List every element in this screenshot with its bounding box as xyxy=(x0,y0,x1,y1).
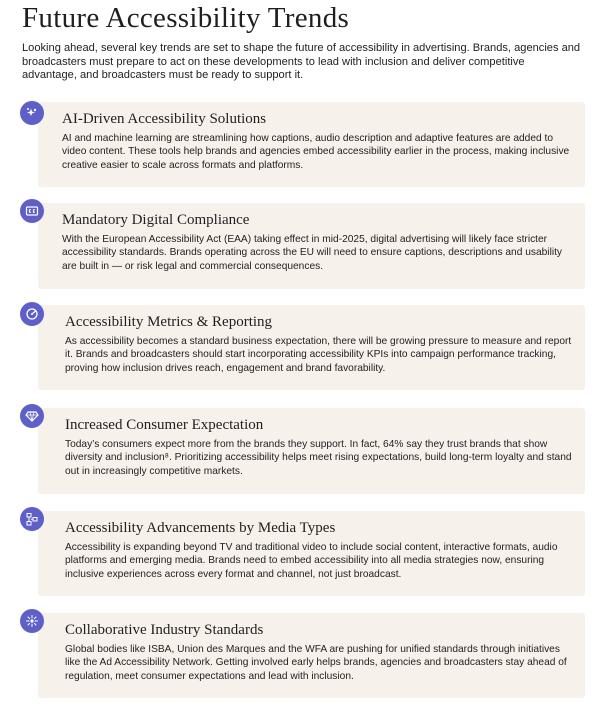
trend-card-ai xyxy=(38,102,585,187)
trend-title: Accessibility Advancements by Media Types xyxy=(65,520,336,536)
trend-body: With the European Accessibility Act (EAA) taking effect in mid-2025, digital advertising will likely face stricter accessibility standards. Brands operating across the EU will need to ensure captions, descriptions and usability are built in — or risk legal and commercial consequences. xyxy=(62,234,563,272)
trend-card-metrics xyxy=(38,305,585,390)
trend-card-media xyxy=(38,511,585,596)
trend-card-compliance xyxy=(38,203,585,289)
page-title: Future Accessibility Trends xyxy=(22,2,350,34)
collaboration-hub-icon xyxy=(20,609,44,633)
trend-title: Mandatory Digital Compliance xyxy=(62,212,250,228)
trend-title: Collaborative Industry Standards xyxy=(65,622,264,638)
media-network-icon xyxy=(20,507,44,531)
gauge-icon xyxy=(20,302,44,326)
intro-paragraph: Looking ahead, several key trends are set to shape the future of accessibility in advertising. Brands, agencies and broadcasters must prepare to act on these developments to lead with inclusion and deliver competitive advantage, and broadcasters must be ready to support it. xyxy=(22,42,581,82)
trend-body: AI and machine learning are streamlining how captions, audio description and adaptive features are added to video content. These tools help brands and agencies embed accessibility earlier in the process, making inclusive creative easier to scale across formats and platforms. xyxy=(62,133,570,171)
ai-sparkle-icon xyxy=(20,101,44,125)
trend-title: Increased Consumer Expectation xyxy=(65,417,264,433)
trend-body: As accessibility becomes a standard business expectation, there will be growing pressure to measure and report it. Brands and broadcasters should start incorporating accessibility KPIs into campaign performance tracking, proving how inclusion drives reach, engagement and brand favorability. xyxy=(65,336,572,374)
trend-title: AI-Driven Accessibility Solutions xyxy=(62,111,267,127)
diamond-icon xyxy=(20,404,44,428)
trend-body: Global bodies like ISBA, Union des Marques and the WFA are pushing for unified standards through initiatives like the Ad Accessibility Network. Getting involved early helps brands, agencies and broadcasters stay ahead of regulation, meet consumer expectations and lead with inclusion. xyxy=(65,644,567,682)
trend-body: Today’s consumers expect more from the brands they support. In fact, 64% say they trust brands that show diversity and inclusion⁸. Prioritizing accessibility helps meet rising expectations, build long-term loyalty and stand out in increasingly competitive markets. xyxy=(65,439,572,477)
trend-body: Accessibility is expanding beyond TV and traditional video to include social content, interactive formats, audio platforms and emerging media. Brands need to embed accessibility into all media strategies now, ensuring inclusive experiences across every format and channel, not just broadcast. xyxy=(65,542,558,580)
trend-card-standards xyxy=(38,613,585,698)
trend-card-consumer xyxy=(38,408,585,494)
closed-captions-icon xyxy=(20,199,44,223)
trend-title: Accessibility Metrics & Reporting xyxy=(65,314,273,330)
